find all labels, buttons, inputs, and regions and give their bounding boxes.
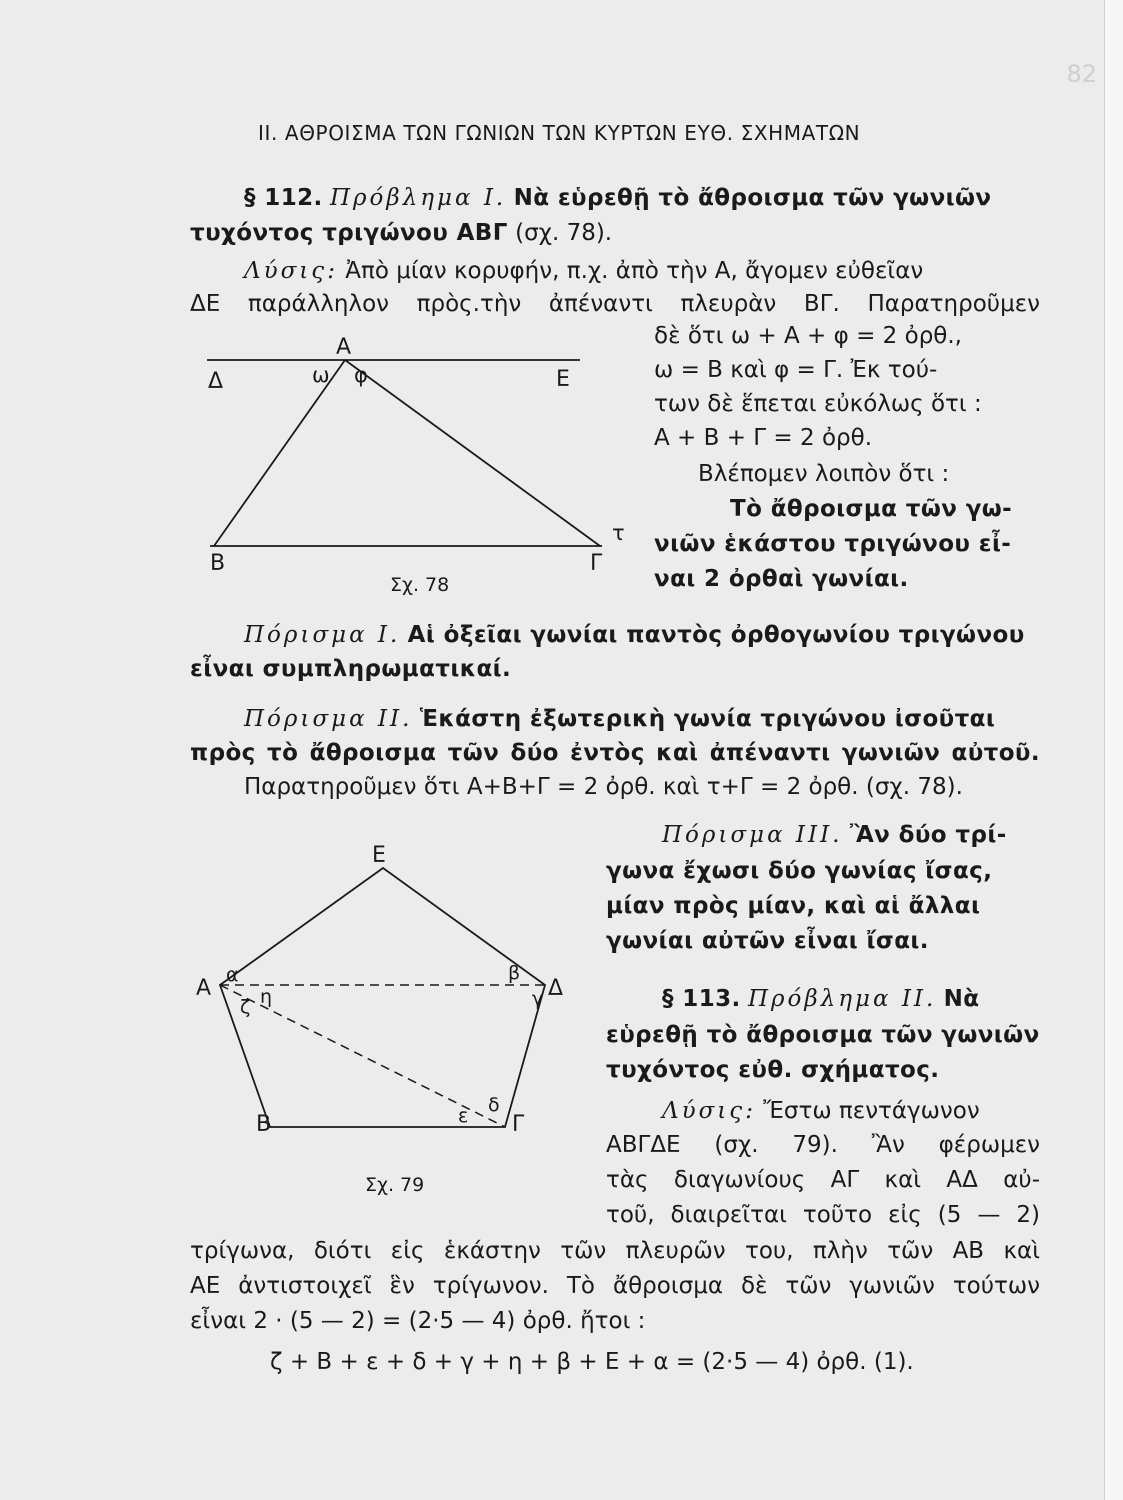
page-number: 82 bbox=[1066, 60, 1097, 88]
solution-label: Λύσις: bbox=[244, 258, 338, 284]
vertex-B: Β bbox=[210, 551, 226, 576]
figure-reference: (σχ. 78). bbox=[515, 220, 613, 246]
page-edge bbox=[1104, 0, 1123, 1500]
section-113-title-line-3: τυχόντος εὐθ. σχήματος. bbox=[606, 1057, 940, 1083]
solution-113-line-3: τὰς διαγωνίους ΑΓ καὶ ΑΔ αὐ- bbox=[606, 1167, 1040, 1193]
angle-epsilon: ε bbox=[458, 1105, 469, 1127]
angle-zeta: ζ bbox=[240, 996, 251, 1018]
vertex-A: Α bbox=[196, 976, 212, 1001]
vertex-B: Β bbox=[256, 1112, 272, 1137]
solution-text: Ἀπὸ μίαν κορυφήν, π.χ. ἀπὸ τὴν Α, ἄγομεν εὐθεῖαν bbox=[345, 258, 924, 284]
angle-gamma: γ bbox=[532, 988, 544, 1010]
section-112-title-line bbox=[190, 218, 612, 248]
section-number: § 112. bbox=[244, 185, 323, 211]
vertex-G: Γ bbox=[512, 1112, 525, 1137]
problem-statement: Νὰ εὑρεθῇ τὸ ἄθροισμα τῶν γωνιῶν bbox=[513, 185, 992, 211]
solution-line-3: δὲ ὅτι ω + Α + φ = 2 ὀρθ., bbox=[654, 323, 962, 349]
solution-line-6: Α + Β + Γ = 2 ὀρθ. bbox=[654, 425, 873, 451]
solution-text: Ἔστω πεντάγωνον bbox=[763, 1098, 980, 1124]
vertex-E: Ε bbox=[556, 367, 570, 392]
solution-113-line-1 bbox=[662, 1096, 980, 1126]
vertex-E: Ε bbox=[372, 843, 386, 868]
corollary-3-line-3: μίαν πρὸς μίαν, καὶ αἱ ἄλλαι bbox=[606, 893, 981, 919]
solution-line-2: ΔΕ παράλληλον πρὸς.τὴν ἀπέναντι πλευρὰν ΒΓ. Παρατηροῦμεν bbox=[190, 291, 1040, 317]
corollary-2-line-2: πρὸς τὸ ἄθροισμα τῶν δύο ἐντὸς καὶ ἀπέναντι γωνιῶν αὐτοῦ. bbox=[190, 740, 1040, 766]
solution-113-line-7: εἶναι 2 · (5 — 2) = (2·5 — 4) ὀρθ. ἤτοι : bbox=[190, 1308, 646, 1334]
problem-label: Πρόβλημα Ι. bbox=[329, 185, 507, 211]
line-AB bbox=[214, 360, 345, 546]
corollary-2-line-1 bbox=[244, 704, 995, 734]
solution-line-5: των δὲ ἕπεται εὐκόλως ὅτι : bbox=[654, 391, 982, 417]
corollary-3-line-1 bbox=[662, 820, 1007, 850]
corollary-1-line-1 bbox=[244, 620, 1025, 650]
section-113-title-line-2: εὑρεθῇ τὸ ἄθροισμα τῶν γωνιῶν bbox=[606, 1022, 1040, 1048]
solution-113-line-5: τρίγωνα, διότι εἰς ἑκάστην τῶν πλευρῶν του, πλὴν τῶν ΑΒ καὶ bbox=[190, 1238, 1040, 1264]
corollary-label: Πόρισμα ΙΙΙ. bbox=[662, 822, 843, 848]
section-number: § 113. bbox=[662, 986, 741, 1012]
conclusion-line-2: νιῶν ἑκάστου τριγώνου εἶ- bbox=[654, 531, 1012, 557]
corollary-3-line-4: γωνίαι αὐτῶν εἶναι ἴσαι. bbox=[606, 928, 929, 954]
running-header: ΙΙ. ΑΘΡΟΙΣΜΑ ΤΩΝ ΓΩΝΙΩΝ ΤΩΝ ΚΥΡΤΩΝ ΕΥΘ. ΣΧΗΜΑΤΩΝ bbox=[258, 121, 861, 145]
figure-78 bbox=[190, 330, 640, 600]
angle-tau: τ bbox=[612, 521, 625, 545]
problem-statement: Νὰ bbox=[943, 986, 980, 1012]
corollary-text: Αἱ ὀξεῖαι γωνίαι παντὸς ὀρθογωνίου τριγώνου bbox=[407, 622, 1025, 648]
solution-line-1 bbox=[244, 256, 923, 286]
solution-label: Λύσις: bbox=[662, 1098, 756, 1124]
section-112-heading bbox=[244, 183, 991, 213]
vertex-D: Δ bbox=[208, 369, 224, 394]
solution-113-line-4: τοῦ, διαιρεῖται τοῦτο εἰς (5 — 2) bbox=[606, 1202, 1040, 1228]
angle-beta: β bbox=[508, 962, 521, 984]
figure-78-caption: Σχ. 78 bbox=[390, 574, 450, 596]
conclusion-line-1: Τὸ ἄθροισμα τῶν γω- bbox=[730, 496, 1013, 522]
section-113-heading bbox=[662, 984, 980, 1014]
corollary-label: Πόρισμα Ι. bbox=[244, 622, 401, 648]
figure-79 bbox=[190, 835, 610, 1155]
angle-delta: δ bbox=[488, 1094, 500, 1116]
corollary-2-line-3: Παρατηροῦμεν ὅτι Α+Β+Γ = 2 ὀρθ. καὶ τ+Γ = 2 ὀρθ. (σχ. 78). bbox=[244, 774, 963, 800]
angle-phi: φ bbox=[354, 363, 368, 387]
angle-omega: ω bbox=[312, 363, 330, 387]
corollary-text: Ἂν δύο τρί- bbox=[849, 822, 1007, 848]
angle-alpha: α bbox=[226, 964, 239, 986]
vertex-D: Δ bbox=[548, 976, 564, 1001]
solution-113-line-2: ΑΒΓΔΕ (σχ. 79). Ἂν φέρωμεν bbox=[606, 1132, 1040, 1158]
conclusion-line-3: ναι 2 ὀρθαὶ γωνίαι. bbox=[654, 566, 909, 592]
corollary-3-line-2: γωνα ἔχωσι δύο γωνίας ἴσας, bbox=[606, 858, 993, 884]
vertex-G: Γ bbox=[590, 551, 603, 576]
solution-line-4: ω = Β καὶ φ = Γ. Ἐκ τού- bbox=[654, 357, 938, 383]
corollary-label: Πόρισμα ΙΙ. bbox=[244, 706, 413, 732]
corollary-text: Ἑκάστη ἐξωτερικὴ γωνία τριγώνου ἰσοῦται bbox=[419, 706, 996, 732]
figure-79-caption: Σχ. 79 bbox=[365, 1174, 425, 1196]
problem-label: Πρόβλημα ΙΙ. bbox=[747, 986, 937, 1012]
solution-line-7: Βλέπομεν λοιπὸν ὅτι : bbox=[698, 461, 950, 487]
vertex-A: Α bbox=[336, 335, 352, 360]
angle-eta: η bbox=[260, 986, 273, 1008]
problem-statement-cont: τυχόντος τριγώνου ΑΒΓ bbox=[190, 220, 508, 246]
solution-113-line-6: ΑΕ ἀντιστοιχεῖ ἓν τρίγωνον. Τὸ ἄθροισμα δὲ τῶν γωνιῶν τούτων bbox=[190, 1273, 1040, 1299]
equation-1: ζ + Β + ε + δ + γ + η + β + Ε + α = (2·5 — 4) ὀρθ. (1). bbox=[270, 1349, 914, 1375]
corollary-1-line-2: εἶναι συμπληρωματικαί. bbox=[190, 656, 512, 682]
